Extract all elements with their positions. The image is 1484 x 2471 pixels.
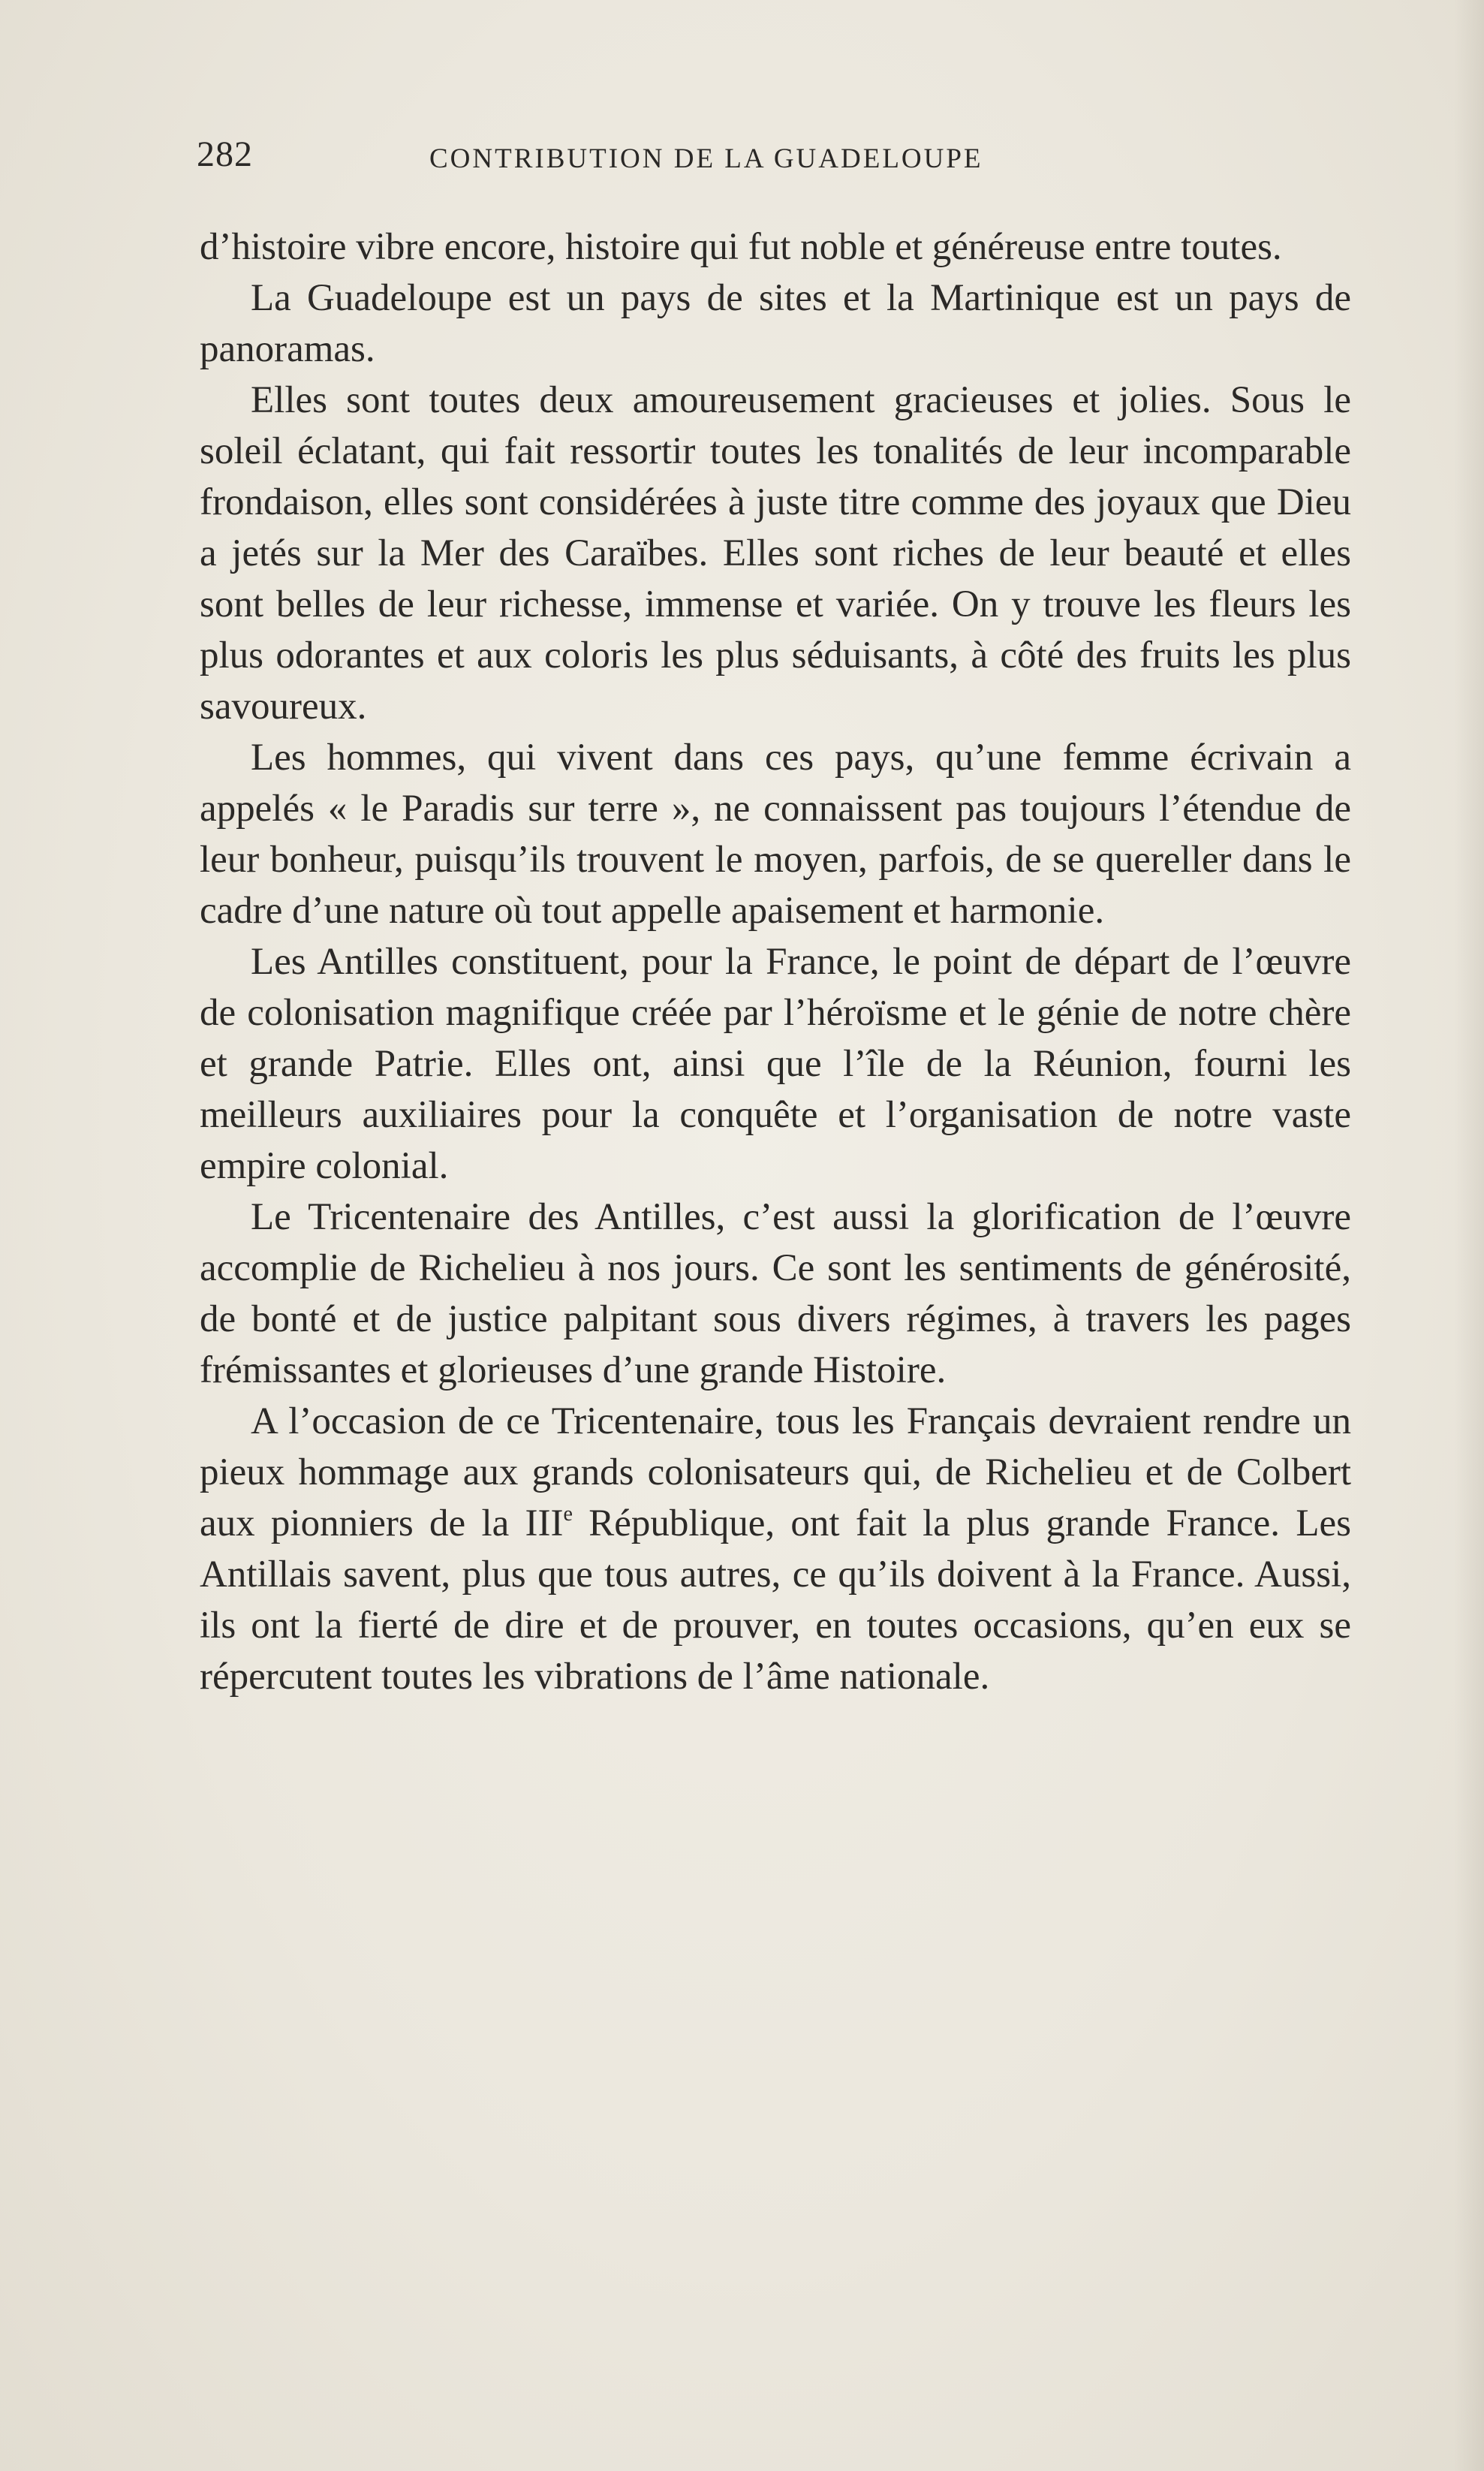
page-header xyxy=(197,134,1150,186)
paragraph-7 xyxy=(200,1396,1351,1702)
paragraph-1: d’histoire vibre encore, histoire qui fut noble et généreuse entre toutes. xyxy=(200,226,1282,268)
body-text xyxy=(200,221,1351,1702)
paragraph-5: Les Antilles constituent, pour la France, le point de départ de l’œuvre de colonisation magnifique créée par l’héroïsme et le génie de notre chère et grande Patrie. Elles ont, ainsi que l’île de la Réunion, fourni les meilleurs auxiliaires pour la conquête et l’organisation de notre vaste empire colonial. xyxy=(200,941,1351,1187)
ordinal-superscript: e xyxy=(563,1502,573,1526)
paragraph-2: La Guadeloupe est un pays de sites et la Martinique est un pays de panoramas. xyxy=(200,277,1351,370)
running-head: CONTRIBUTION DE LA GUADELOUPE xyxy=(429,143,983,174)
paragraph-7-text-b: République, ont fait la plus grande France. Les Antillais savent, plus que tous autres, ce qu’ils doivent à la France. Aussi, ils ont la fierté de dire et de prouver, en toutes occasions, qu’en eux se répercutent toutes les vibrations de l’âme nationale. xyxy=(200,1502,1351,1698)
page-number: 282 xyxy=(197,134,253,174)
paragraph-3: Elles sont toutes deux amoureusement gracieuses et jolies. Sous le soleil éclatant, qui fait ressortir toutes les tonalités de leur incomparable frondaison, elles sont considérées à juste titre comme des joyaux que Dieu a jetés sur la Mer des Caraïbes. Elles sont riches de leur beauté et elles sont belles de leur richesse, immense et variée. On y trouve les fleurs les plus odorantes et aux coloris les plus séduisants, à côté des fruits les plus savoureux. xyxy=(200,379,1351,728)
page-edge-shadow xyxy=(1454,0,1484,2471)
paragraph-4: Les hommes, qui vivent dans ces pays, qu’une femme écrivain a appelés « le Paradis sur terre », ne connaissent pas toujours l’étendue de leur bonheur, puisqu’ils trouvent le moyen, parfois, de se quereller dans le cadre d’une nature où tout appelle apaisement et harmonie. xyxy=(200,737,1351,932)
paragraph-7-text-a: A l’occasion de ce Tricentenaire, tous les Français devraient rendre un pieux hommage aux grands colonisateurs qui, de Richelieu et de Colbert aux pionniers de la III xyxy=(200,1400,1351,1544)
paragraph-6: Le Tricentenaire des Antilles, c’est aussi la glorification de l’œuvre accomplie de Richelieu à nos jours. Ce sont les sentiments de générosité, de bonté et de justice palpitant sous divers régimes, à travers les pages frémissantes et glorieuses d’une grande Histoire. xyxy=(200,1196,1351,1391)
